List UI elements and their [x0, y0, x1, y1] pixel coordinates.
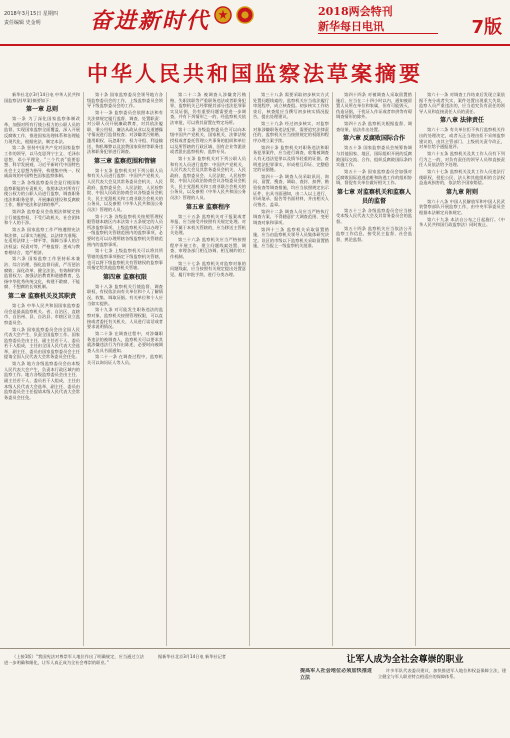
paragraph: 第四十五条 监察机关根据监督、调查结果，依法作出处置。	[336, 121, 412, 132]
special-title: 2018两会特刊	[318, 5, 393, 18]
paragraph: 第二十条 在调查过程中，对涉嫌职务违法的被调查人，监察机关可以要求其就涉嫌违法行为作出陈述，必要时向被调查人出具书面通知。	[87, 330, 163, 353]
bottom-rule	[0, 648, 510, 649]
paragraph: 第六条 国家监察工作坚持标本兼治、综合治理，强化监督问责，严厉惩治腐败；深化改革、健全法治，有效制约和监督权力；加强法治教育和道德教育，弘扬中华优秀传统文化，构建不敢腐、不能腐、不想腐的长效机制。	[4, 256, 80, 290]
paragraph: 第十五条 监察机关对下列公职人员和有关人员进行监察：中国共产党机关、人民代表大会及其常务委员会机关、人民政府、监察委员会、人民法院、人民检察院、中国人民政治协商会议各级委员会机关、民主党派机关和工商业联合会机关的公务员，以及参照《中华人民共和国公务员法》管理的人员。	[170, 155, 246, 201]
paragraph: 第七条 中华人民共和国国家监察委员会是最高监察机关。省、自治区、直辖市、自治州、县、自治县、市辖区设立监察委员会。	[4, 302, 80, 325]
chapter-heading: 第五章 监察程序	[185, 203, 231, 211]
column-divider	[166, 92, 167, 646]
paragraph: 第五十一条 国家监察委员会加强对反腐败国际追逃追赃和防逃工作的组织协调，督促有关单位做好相关工作。	[336, 168, 412, 186]
paragraph: 第六十九条 本法自公布之日起施行。《中华人民共和国行政监察法》同时废止。	[419, 216, 505, 228]
paragraph: 第十二条 各级监察委员会可以向本级中国共产党机关、国家机关、法律法规授权或者委托管理公共事务的组织和单位以及所管辖的行政区域、国有企业等派驻或者派出监察机构、监察专员。	[170, 126, 246, 155]
editor-line: 责任编辑 史金明	[4, 20, 41, 26]
bottom-subheadline	[300, 668, 372, 738]
page-title: 中华人民共和国监察法草案摘要	[87, 61, 423, 86]
paragraph: 第十六条 各级监察机关按照管理权限管辖本辖区内本法第十五条规定的人员所涉监察事项。上级监察机关可以办理下一级监察机关管辖范围内的监察事项，必要时也可以办理所辖各级监察机关管辖范围内的监察事项。	[87, 213, 163, 247]
chapter-heading: 第四章 监察权限	[102, 273, 148, 281]
article-column-4	[253, 92, 329, 646]
cppcc-emblem-icon	[236, 6, 254, 24]
paragraph: 第六十一条 对调查工作结束后发现立案依据不充分或者失实，案件处置出现重大失误，监察人员严重违法的，应当追究负有责任的领导人员和直接责任人员的责任。	[419, 92, 505, 114]
chapter-heading: 第三章 监察范围和管辖	[93, 157, 157, 165]
chapter-heading: 第七章 对监察机关和监察人员的监督	[336, 188, 412, 205]
paragraph: （上接1版）“我国宪法对尊崇军人地位作出了明确规定，应当通过立法进一步明确和细化，让军人真正成为全社会尊崇的职业。”	[4, 654, 144, 665]
paragraph: 第六十八条 中国人民解放军和中国人民武装警察部队开展监察工作，由中央军事委员会根据本法制定具体规定。	[419, 198, 505, 215]
intro-paragraph: 新华社北京3月14日电 中华人民共和国监察法(草案)摘要如下：	[4, 92, 80, 103]
chapter-heading: 第一章 总则	[25, 106, 59, 114]
divider	[318, 33, 438, 34]
paragraph: 第三十六条 监察机关应当严格按照程序开展工作，建立问题线索处置、调查、审理各部门相互协调、相互制约的工作机制。	[170, 237, 246, 259]
subheadline: 提高军人社会地位必须加快推进立法	[300, 668, 372, 681]
paragraph: 第十一条 监察委员会依照本法和有关法律规定履行监督、调查、处置职责：对公职人员开展廉政教育，对其依法履职、秉公用权、廉洁从政从业以及道德操守情况进行监督检查；对涉嫌贪污贿赂、滥用职权、玩忽职守、权力寻租、利益输送、徇私舞弊以及浪费国家资财等职务违法和职务犯罪进行调查。	[87, 109, 163, 155]
paragraph: 第四条 监察委员会依照法律规定独立行使监察权，不受行政机关、社会团体和个人的干涉。	[4, 209, 80, 226]
paragraph: 第二十一条 在调查过程中，监察机关可以询问证人等人员。	[87, 354, 163, 366]
date-line: 2018年3月15日 星期四	[4, 11, 58, 17]
paragraph: 第五十条 国家监察委员会统筹协调与其他国家、地区、国际组织开展的反腐败国际交流、合作，组织反腐败国际条约实施工作。	[336, 145, 412, 168]
chapter-heading: 第二章 监察机关及其职责	[7, 292, 77, 300]
paragraph: 第十九条 对可能发生职务违法的监察对象，监察机关按照管理权限，可以直接或者委托有关机关、人员进行谈话或者要求说明情况。	[87, 307, 163, 330]
paragraph: 第九条 地方各级监察委员会由本级人民代表大会产生，负责本行政区域内的监察工作。地方各级监察委员会由主任、副主任若干人、委员若干人组成，主任由本级人民代表大会选举，副主任、委员由监察委员会主任提请本级人民代表大会常务委员会任免。	[4, 361, 80, 400]
edition-number: 7版	[471, 17, 502, 38]
paragraph: 第十条 国家监察委员会领导地方各级监察委员会的工作，上级监察委员会领导下级监察委员会的工作。	[87, 92, 163, 109]
paragraph: 第十八条 监察机关行使监督、调查职权，有权依法向有关单位和个人了解情况，收集、调取证据。有关单位和个人应当如实提供。	[87, 283, 163, 306]
paragraph: 许多军队代表委员建议，加快推进军人地位和权益保障立法，建立健全与军人职业特点相适应的保障体系。	[378, 668, 506, 679]
paragraph: 第三十七条 监察机关对监察对象的问题线索，应当按照有关规定提出处置意见，履行审批手续，进行分类办理。	[170, 260, 246, 277]
chapter-heading: 第八章 法律责任	[439, 117, 485, 125]
article-column-5	[336, 92, 412, 646]
bottom-left-column	[4, 654, 144, 734]
bottom-headline: 让军人成为全社会尊崇的职业	[346, 655, 464, 665]
section-brand: 奋进新时代	[90, 8, 211, 34]
paragraph: 第六十二条 有关单位拒不执行监察机关作出的处理决定，或者无正当理由拒不采纳监察建议的，由其主管部门、上级机关责令改正，对单位给予通报批评。	[419, 127, 505, 150]
paragraph: 第五十四条 监察机关应当依法公开监察工作信息，接受民主监督、社会监督、舆论监督。	[336, 225, 412, 242]
paragraph: 第四十一条 调查人员采取讯问、询问、留置、搜查、调取、查封、扣押、勘验检查等调查措施，均应当依照规定出示证件，出具书面通知，由二人以上进行，形成笔录、报告等书面材料，并由相关人员签名、盖章。	[253, 173, 329, 207]
paragraph: 第二十二条 被调查人涉嫌贪污贿赂、失职渎职等严重职务违法或者职务犯罪，监察机关已经掌握其部分违法犯罪事实及证据，仍有重要问题需要进一步调查，并有下列情形之一的，经监察机关依法审批，可以将其留置在特定场所。	[170, 92, 246, 125]
column-divider	[249, 92, 250, 646]
paragraph: 第一条 为了深化国家监察体制改革，加强对所有行使公权力的公职人员的监督，实现国家监察全面覆盖，深入开展反腐败工作，推进国家治理体系和治理能力现代化，根据宪法，制定本法。	[4, 116, 80, 144]
column-divider	[83, 92, 84, 646]
bottom-mid-column	[150, 654, 290, 734]
national-emblem-icon	[214, 6, 232, 24]
column-divider	[332, 92, 333, 646]
header-rule	[0, 44, 510, 46]
paragraph: 据新华社北京3月14日电 新华社记者	[158, 654, 226, 659]
article-column-6	[419, 92, 505, 646]
paragraph: 第八条 国家监察委员会由全国人民代表大会产生，负责全国监察工作。国家监察委员会由主任、副主任若干人、委员若干人组成，主任由全国人民代表大会选举，副主任、委员由国家监察委员会主任提请全国人民代表大会常务委员会任免。	[4, 326, 80, 360]
paragraph: 第五条 国家监察工作严格遵照宪法和法律，以事实为根据，以法律为准绳；在适用法律上一律平等，保障当事人的合法权益；权责对等，严格监督；惩戒与教育相结合，宽严相济。	[4, 227, 80, 255]
bottom-right-column	[378, 668, 506, 738]
paragraph: 第十五条 监察机关对下列公职人员和有关人员进行监察：中国共产党机关、人民代表大会及其常务委员会机关、人民政府、监察委员会、人民法院、人民检察院、中国人民政治协商会议各级委员会机关、民主党派机关和工商业联合会机关的公务员，以及参照《中华人民共和国公务员法》管理的人员。	[87, 167, 163, 212]
paragraph: 第三十五条 监察机关对于报案或者举报，应当接受并按照有关规定处理。对于不属于本机关管辖的，应当移送主管机关处理。	[170, 213, 246, 236]
paragraph: 第六十七条 监察机关及其工作人员违法行使职权，侵犯公民、法人和其他组织的合法权益造成损害的，依法给予国家赔偿。	[419, 168, 505, 186]
paragraph: 第三条 各级监察委员会是行使国家监察职能的专责机关，依照本法对所有行使公权力的公职人员进行监察，调查职务违法和职务犯罪，开展廉政建设和反腐败工作，维护宪法和法律的尊严。	[4, 180, 80, 208]
chapter-heading: 第九章 附则	[445, 188, 479, 196]
paragraph: 第四十二条 调查人员应当严格执行调查方案，不得随意扩大调查范围、变更调查对象和事项。	[253, 208, 329, 225]
special-edition-box	[318, 3, 508, 43]
paragraph: 第三十八条 需要采取初步核实方式处置问题线索的，监察机关应当依法履行审批程序，成立核查组。初步核实工作结束后，核查组应当撰写初步核实情况报告，提出处理建议。	[253, 92, 329, 120]
paragraph: 第六十五条 监察机关及其工作人员有下列行为之一的，对负有责任的领导人员和直接责任人员依法给予处理。	[419, 150, 505, 168]
special-subtitle: 新华每日电讯	[318, 20, 384, 33]
paragraph: 第五十三条 各级监察委员会应当接受本级人民代表大会及其常务委员会的监督。	[336, 207, 412, 224]
chapter-heading: 第六章 反腐败国际合作	[342, 135, 406, 143]
masthead	[0, 0, 510, 46]
article-column-3	[170, 92, 246, 646]
paragraph: 第十七条 上级监察机关可以将其所管辖的监察事项指定下级监察机关管辖，也可以将下级监察机关有管辖权的监察事项指定给其他监察机关管辖。	[87, 248, 163, 271]
paragraph: 第三十九条 经过初步核实，对监察对象涉嫌职务违法犯罪，需要追究法律责任的，监察机关应当按照规定的权限和程序办理立案手续。	[253, 121, 329, 143]
article-column-2	[87, 92, 163, 646]
paragraph: 第四十条 监察机关对职务违法和职务犯罪案件，应当进行调查，收集被调查人有无违法犯罪以及情节轻重的证据，查明违法犯罪事实，形成相互印证、完整稳定的证据链。	[253, 144, 329, 173]
paragraph: 第四十三条 监察机关采取留置措施，应当由监察机关领导人员集体研究决定。设区的市级以下监察机关采取留置措施，应当报上一级监察机关批准。	[253, 226, 329, 249]
article-column-1	[4, 92, 80, 646]
column-divider	[415, 92, 416, 646]
paragraph: 第四十四条 对被调查人采取留置措施后，应当在二十四小时以内，通知被留置人员所在单位和家属，但有可能毁灭、伪造证据，干扰证人作证或者串供等有碍调查情形的除外。	[336, 92, 412, 120]
paragraph: 第二条 坚持中国共产党对国家监察工作的领导，以马克思列宁主义、毛泽东思想、邓小平理论、“三个代表”重要思想、科学发展观、习近平新时代中国特色社会主义思想为指导，构建集中统一、权威高效的中国特色国家监察体制。	[4, 145, 80, 179]
